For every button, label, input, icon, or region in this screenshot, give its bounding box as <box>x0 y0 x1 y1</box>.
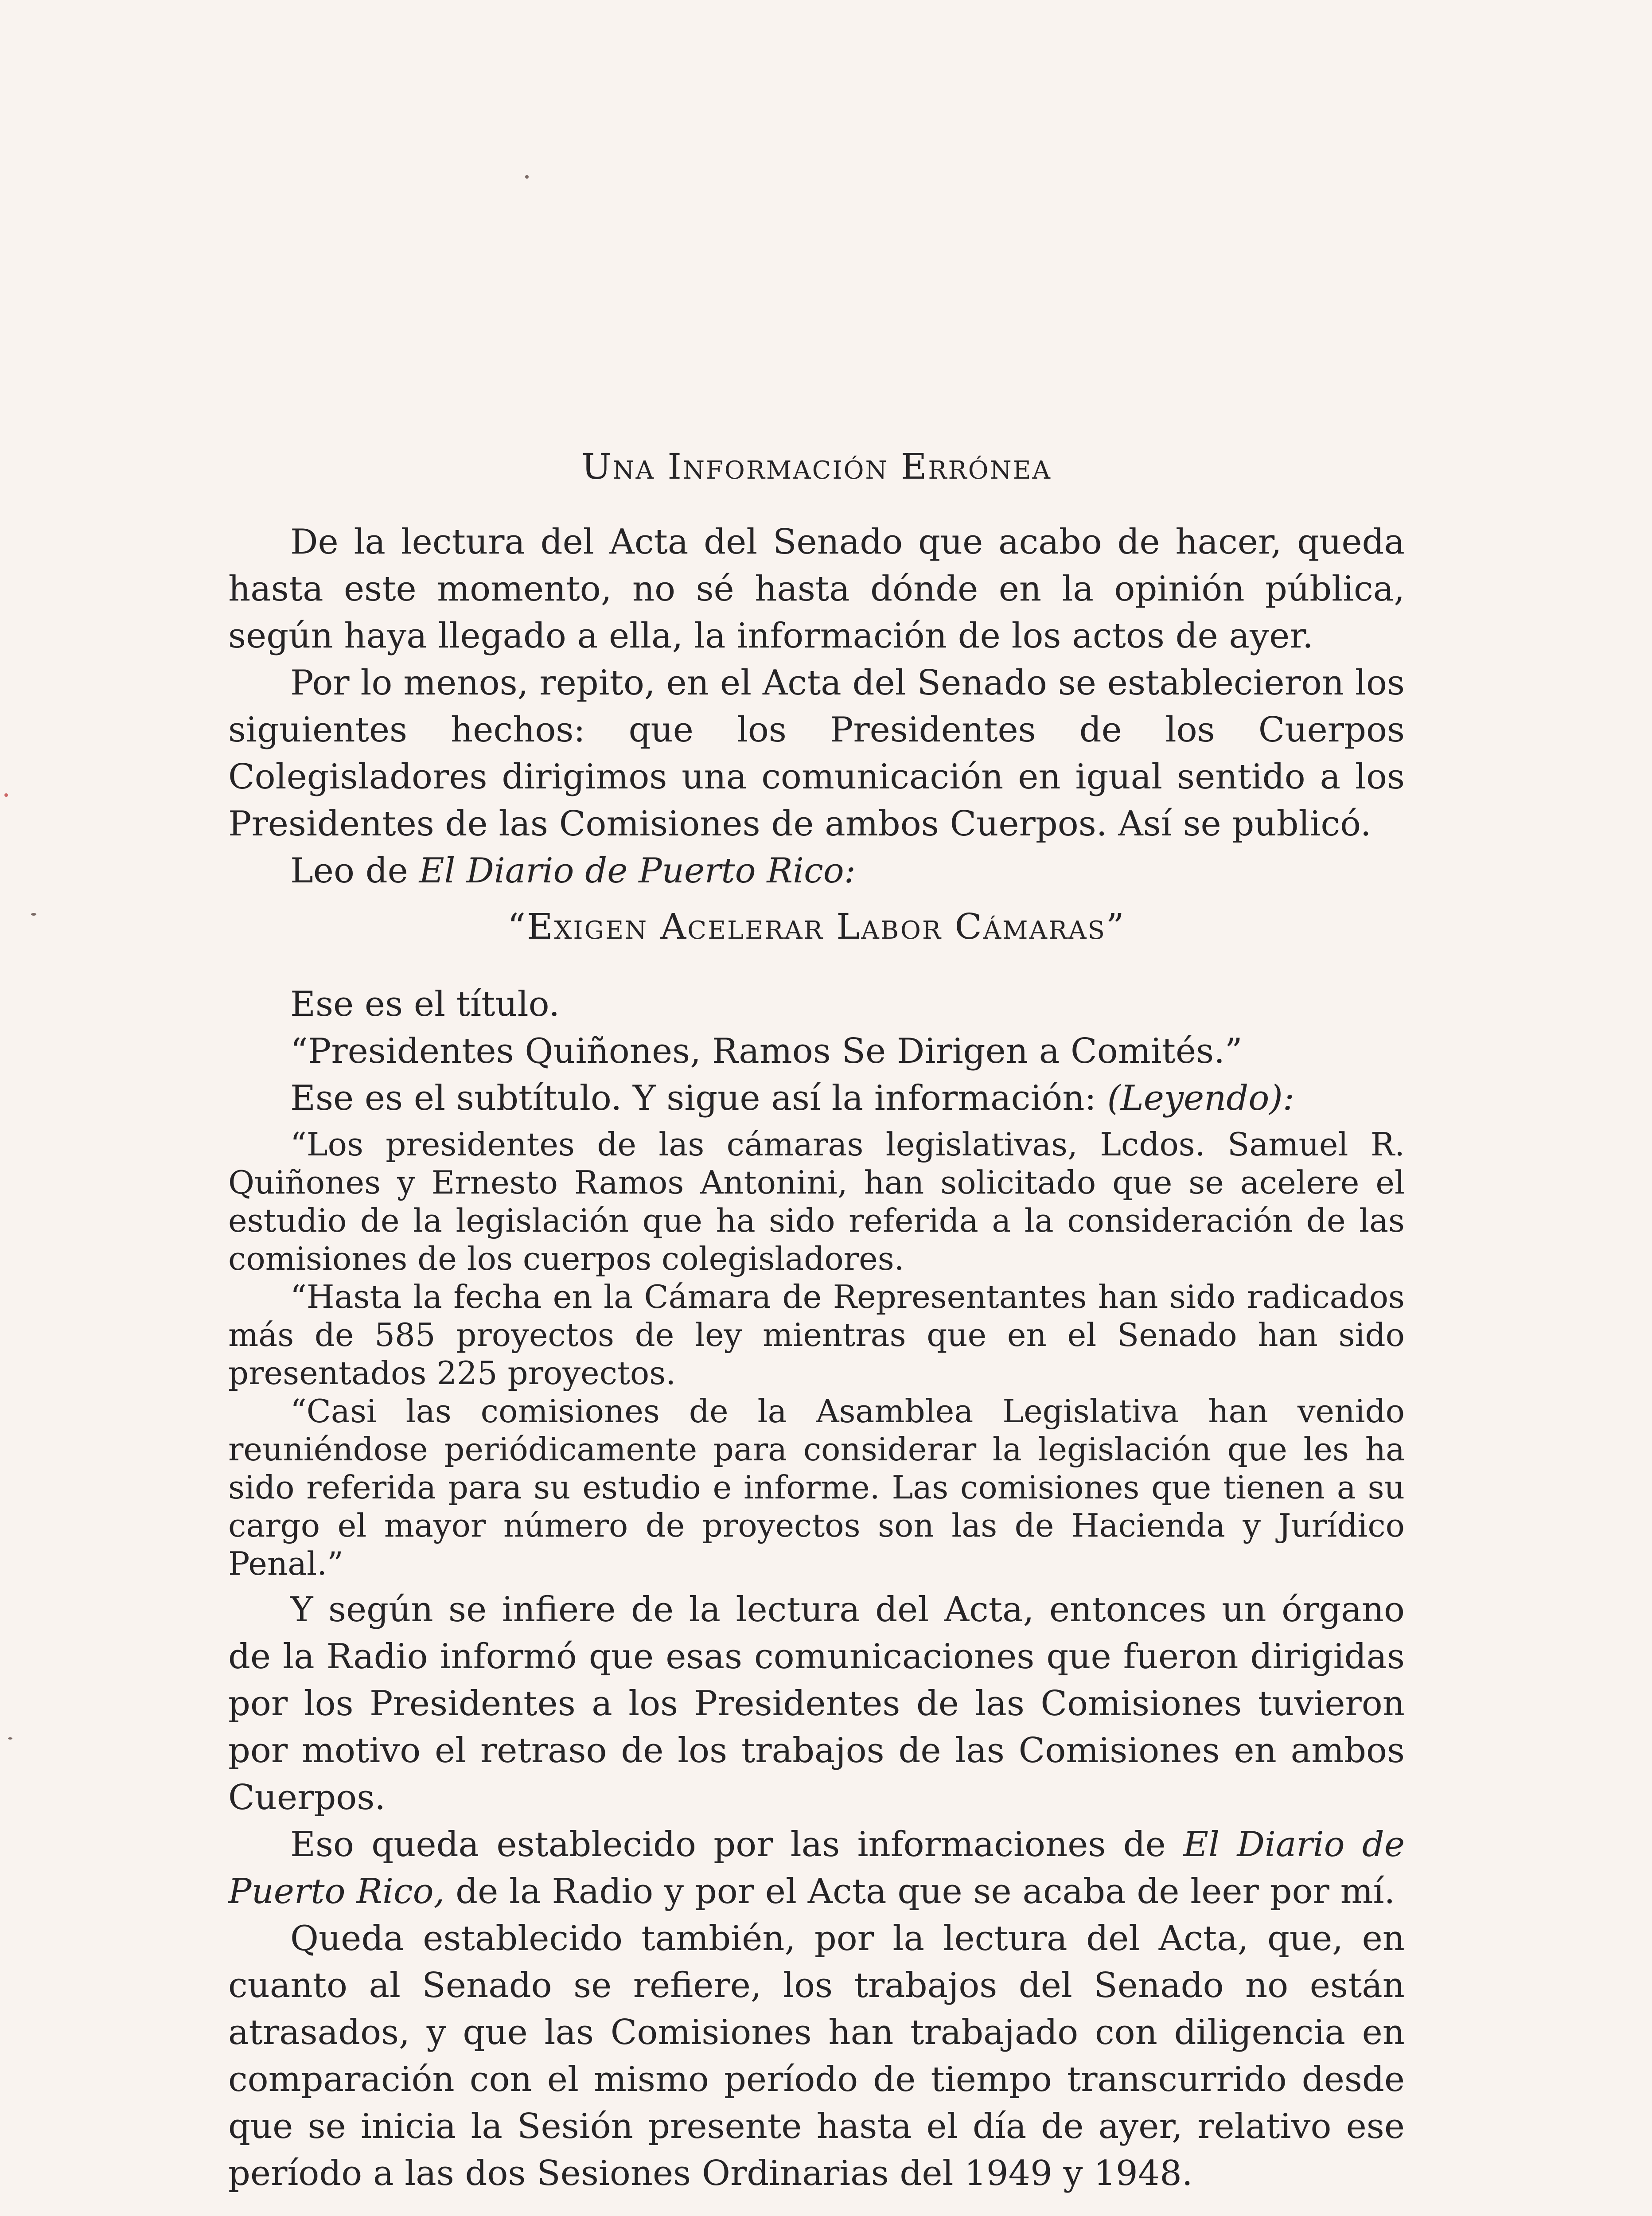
quoted-paragraph: “Hasta la fecha en la Cámara de Representantes han sido radicados más de 585 proyectos de ley mientras que en el Senado han sido presentados 225 proyectos. <box>228 1278 1405 1392</box>
paragraph-subtitle <box>228 1075 1405 1122</box>
paper-speck <box>525 175 529 179</box>
paragraph-eso <box>228 1821 1405 1915</box>
paragraph: Queda establecido también, por la lectura del Acta, que, en cuanto al Senado se refiere, los trabajos del Senado no están atrasados, y que las Comisiones han trabajado con diligencia en comparación con el mismo período de tiempo transcurrido desde que se inicia la Sesión presente hasta el día de ayer, relativo ese período a las dos Sesiones Ordinarias del 1949 y 1948. <box>228 1919 1405 2193</box>
quoted-news <box>228 1125 1405 1583</box>
paragraph: Ese es el título. <box>290 984 560 1024</box>
news-title: “Exigen Acelerar Labor Cámaras” <box>507 906 1126 947</box>
paper-speck <box>4 793 8 797</box>
page-body <box>228 443 1405 2197</box>
quoted-paragraph: “Casi las comisiones de la Asamblea Legislativa han venido reuniéndose periódicamente para considerar la legislación que les ha sido referida para su estudio e informe. Las comisiones que tienen a su cargo el mayor número de proyectos son las de Hacienda y Jurídico Penal.” <box>228 1393 1405 1582</box>
subtitle-prefix: Ese es el subtítulo. Y sigue así la información: <box>290 1078 1107 1118</box>
paragraph: Y según se infiere de la lectura del Acta, entonces un órgano de la Radio informó que esas comunicaciones que fueron dirigidas por los Presidentes a los Presidentes de las Comisiones tuvieron por motivo el retraso de los trabajos de las Comisiones en ambos Cuerpos. <box>228 1590 1405 1818</box>
paragraph: De la lectura del Acta del Senado que acabo de hacer, queda hasta este momento, no sé hasta dónde en la opinión pública, según haya llegado a ella, la información de los actos de ayer. <box>228 522 1405 656</box>
newspaper-name: El Diario de Puerto Rico: <box>419 851 856 891</box>
eso-suffix: de la Radio y por el Acta que se acaba de leer por mí. <box>444 1872 1395 1912</box>
eso-prefix: Eso queda establecido por las informaciones de <box>290 1825 1184 1865</box>
paragraph-leo-de <box>228 847 1405 894</box>
leo-de-prefix: Leo de <box>290 851 419 891</box>
paper-speck <box>8 1737 12 1740</box>
newspaper-name: El Diario de Puerto Rico, <box>228 1825 1405 1912</box>
quoted-paragraph: “Los presidentes de las cámaras legislativas, Lcdos. Samuel R. Quiñones y Ernesto Ramos Antonini, han solicitado que se acelere el estudio de la legislación que ha sido referida a la consideración de las comisiones de los cuerpos colegisladores. <box>228 1126 1405 1277</box>
paper-speck <box>31 913 36 916</box>
section-heading: Una Información Errónea <box>581 446 1052 487</box>
paragraph: Por lo menos, repito, en el Acta del Senado se establecieron los siguientes hechos: que los Presidentes de los Cuerpos Colegisladores dirigimos una comunicación en igual sentido a los Presidentes de las Comisiones de ambos Cuerpos. Así se publicó. <box>228 663 1405 844</box>
reading-note: (Leyendo): <box>1107 1078 1295 1118</box>
paragraph: “Presidentes Quiñones, Ramos Se Dirigen a Comités.” <box>290 1031 1243 1071</box>
